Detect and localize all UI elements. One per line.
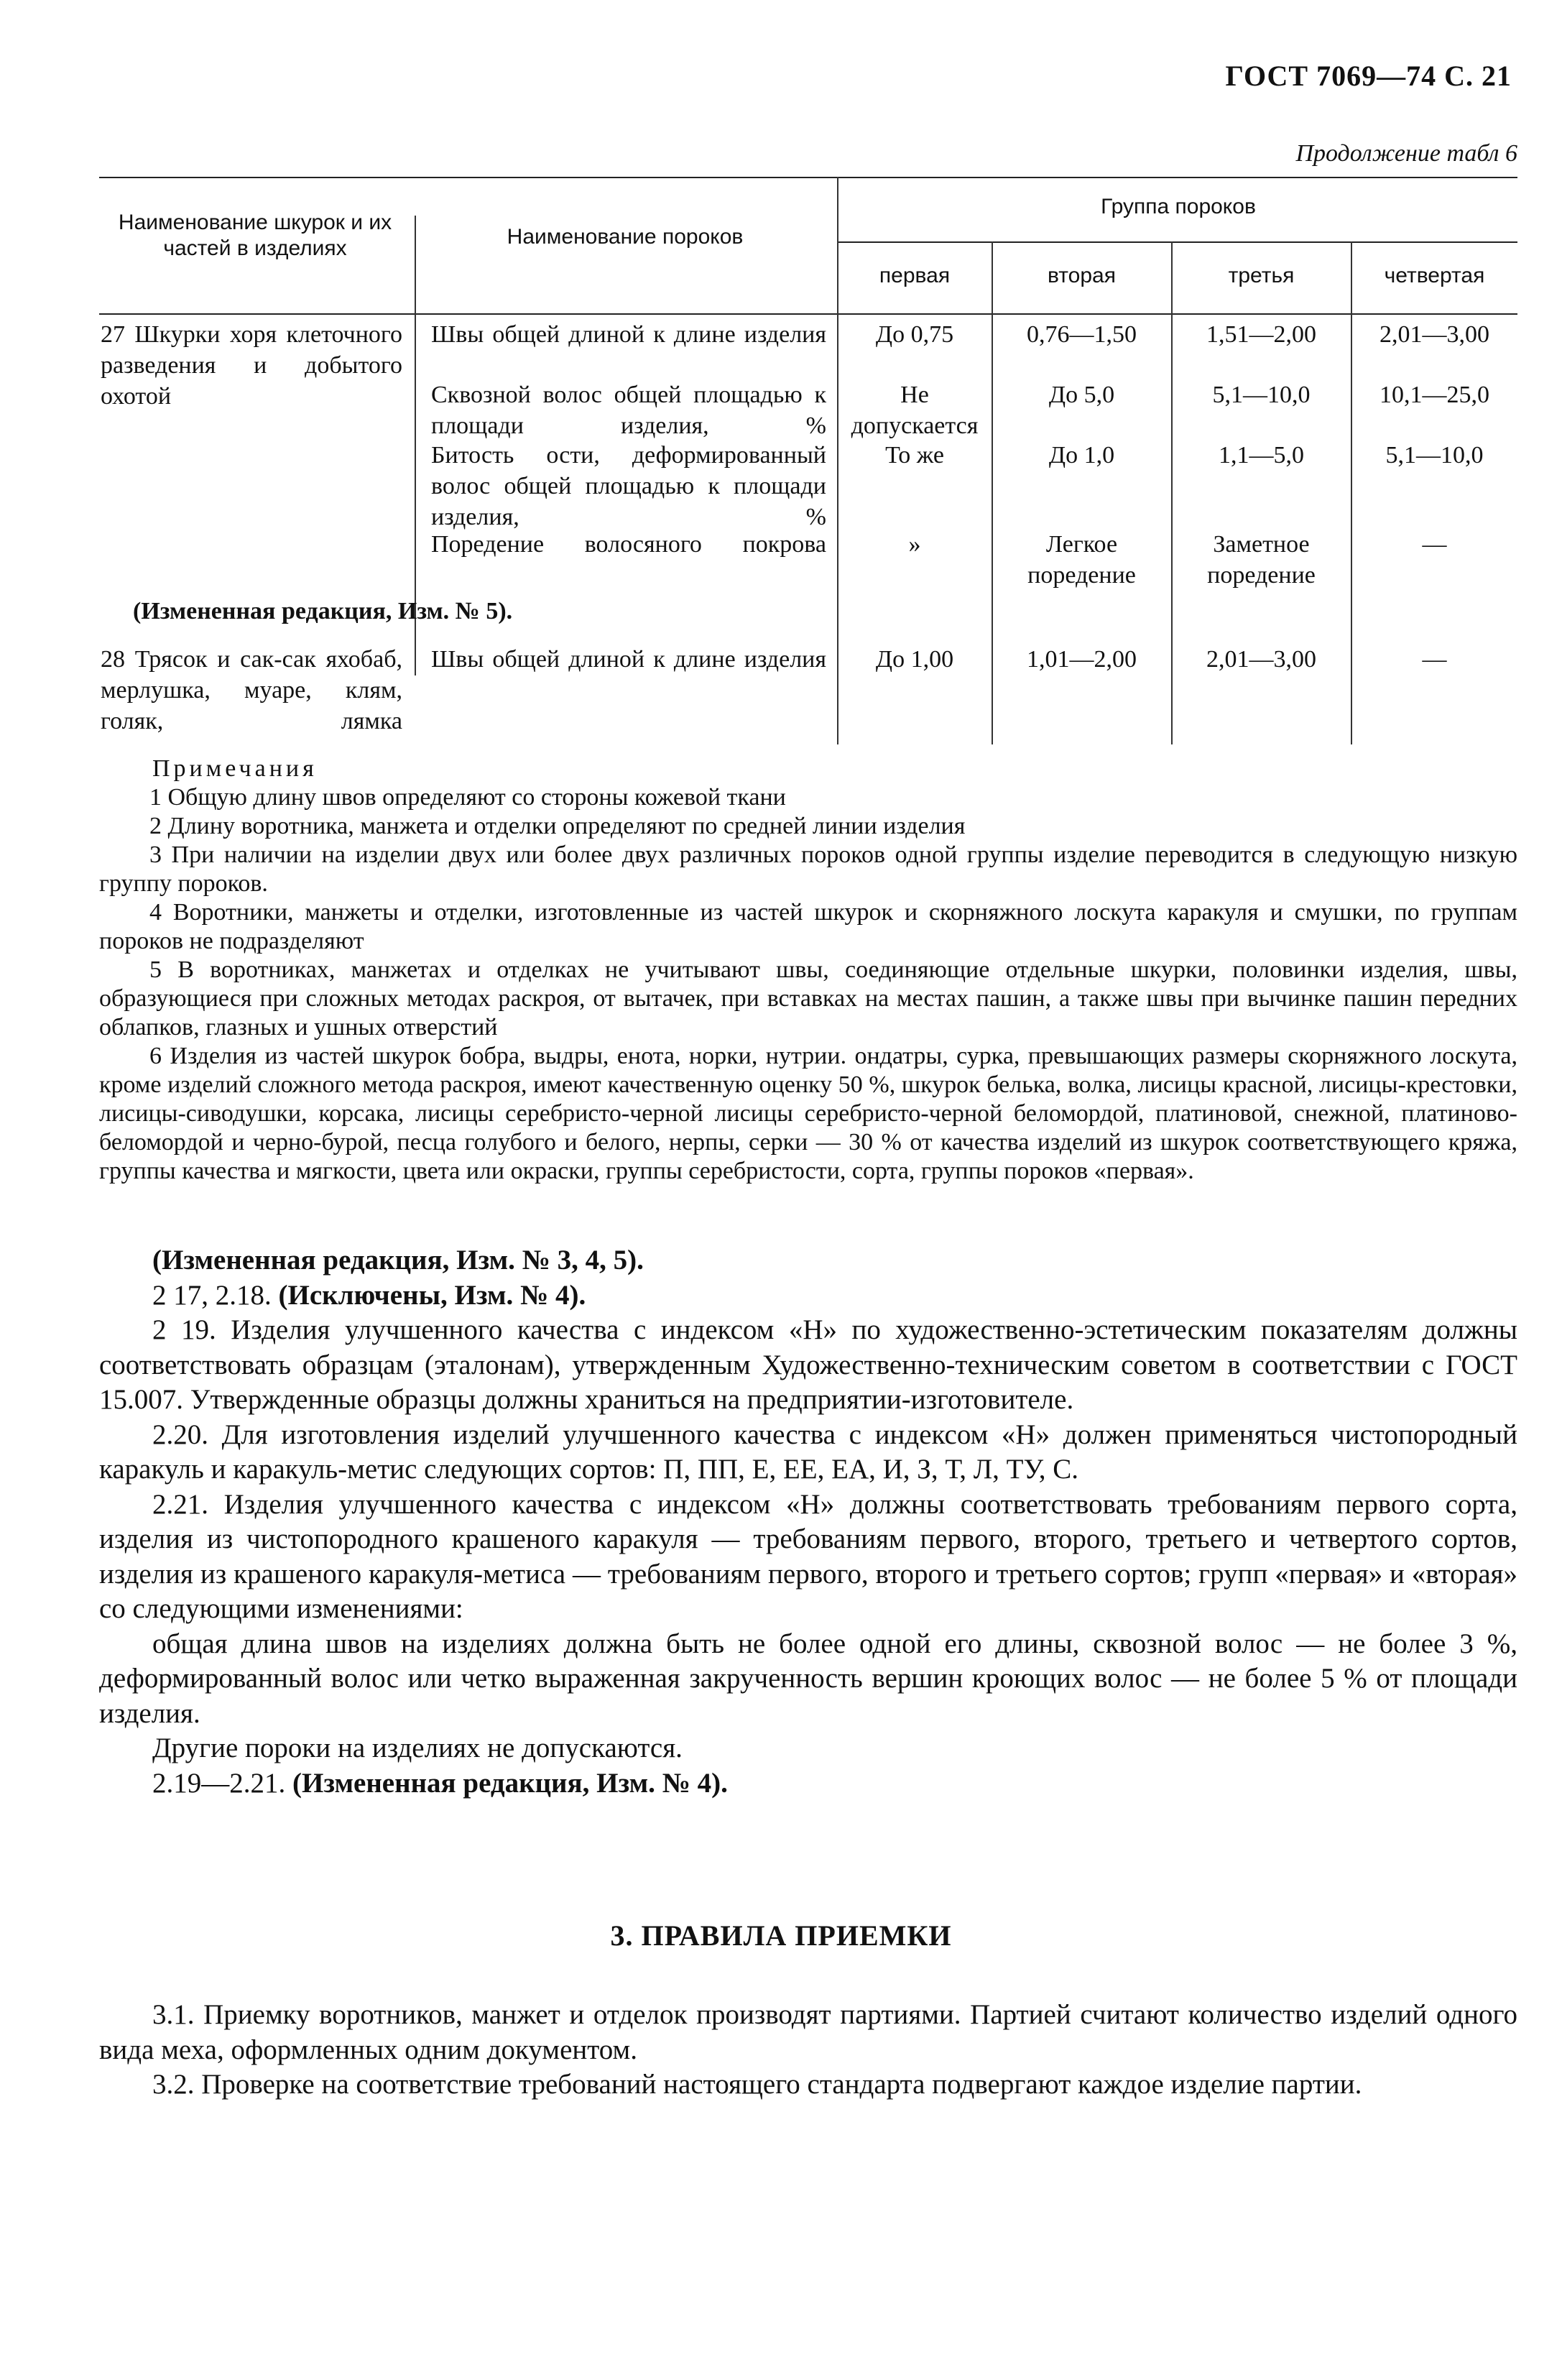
row27-through-hair-g4: 10,1—25,0 (1380, 382, 1489, 408)
row28-seams-g3: 2,01—3,00 (1206, 646, 1316, 673)
row27-thinning-g4: — (1422, 531, 1447, 558)
para-2-17-number: 2 17, 2.18. (152, 1279, 272, 1311)
header-group-4: четвертая (1384, 264, 1485, 287)
para-2-19-2-21-note: (Измененная редакция, Изм. № 4). (292, 1767, 728, 1799)
row27-seams-g2: 0,76—1,50 (1027, 321, 1137, 348)
body-text (99, 1243, 1517, 1801)
row28-seams-g1: До 1,00 (875, 646, 954, 673)
row27-through-hair-g2: До 5,0 (1048, 382, 1115, 408)
row27-through-hair-g1: Не допускается (851, 382, 979, 439)
row27-thinning-g2: Легкое поредение (1027, 531, 1136, 589)
column-divider (1351, 241, 1352, 744)
row27-product: 27 Шкурки хоря клеточного разведения и добытого охотой (101, 321, 402, 410)
para-other-defects: Другие пороки на изделиях не допускаются. (152, 1733, 683, 1763)
header-bottom-rule (99, 313, 1517, 315)
header-group: Группа пороков (1101, 195, 1256, 218)
note-5: 5 В воротниках, манжетах и отделках не учитывают швы, соединяющие отдельные шкурки, половинки изделия, швы, образующиеся при сложных методах раскроя, от вытачек, при вставках на местах пашин, а также швы при вычинке пашин передних облапков, глазных и ушных отверстий (99, 956, 1517, 1041)
para-2-17 (99, 1278, 1517, 1314)
row28-defect-seams: Швы общей длиной к длине изделия (431, 646, 826, 673)
row27-thinning-g3: Заметное поредение (1207, 531, 1316, 589)
note-2: 2 Длину воротника, манжета и отделки определяют по средней линии изделия (149, 813, 966, 839)
row27-seams-g4: 2,01—3,00 (1380, 321, 1489, 348)
row27-broken-guard-g3: 1,1—5,0 (1219, 442, 1304, 469)
group-subheader-rule (837, 241, 1517, 243)
note-1: 1 Общую длину швов определяют со стороны кожевой ткани (149, 784, 786, 811)
header-group-3: третья (1228, 264, 1295, 287)
para-2-19: 2 19. Изделия улучшенного качества с индексом «Н» по художественно-эстетическим показателям должны соответствовать образцам (эталонам), утвержденным Художественно-техническим советом в соответствии с ГОСТ 15.007. Утвержденные образцы должны храниться на предприятии-изготовителе. (99, 1314, 1517, 1415)
row27-defect-through-hair: Сквозной волос общей площадью к площади изделия, % (431, 382, 826, 439)
section-3-text (99, 1998, 1517, 2103)
row27-defect-thinning: Поредение волосяного покрова (431, 531, 826, 558)
para-2-19-2-21-number: 2.19—2.21. (152, 1767, 286, 1799)
para-2-21: 2.21. Изделия улучшенного качества с индексом «Н» должны соответствовать требованиям первого сорта, изделия из чистопородного крашеного каракуля — требованиям первого, второго, третьего и четвертого сортов, изделия из крашеного каракуля-метиса — требованиям первого, второго и третьего сортов; групп «первая» и «вторая» со следующими изменениями: (99, 1488, 1517, 1624)
header-defect: Наименование пороков (507, 225, 744, 249)
para-2-19-2-21 (99, 1766, 1517, 1802)
column-divider (1171, 241, 1173, 744)
edit-note-row27: (Измененная редакция, Изм. № 5). (133, 598, 513, 624)
row27-through-hair-g3: 5,1—10,0 (1212, 382, 1311, 408)
notes-title: Примечания (152, 755, 318, 782)
row27-defect-seams: Швы общей длиной к длине изделия (431, 321, 826, 348)
para-3-2: 3.2. Проверке на соответствие требований настоящего стандарта подвергают каждое изделие партии. (152, 2069, 1362, 2100)
note-3: 3 При наличии на изделии двух или более двух различных пороков одной группы изделие переводится в следующую низкую группу пороков. (99, 841, 1517, 897)
table-caption: Продолжение табл 6 (1295, 140, 1517, 167)
row28-seams-g4: — (1422, 646, 1447, 673)
row27-defect-broken-guard: Битость ости, деформированный волос общей площадью к площади изделия, % (431, 442, 826, 530)
row28-seams-g2: 1,01—2,00 (1027, 646, 1137, 673)
section-3-heading: 3. ПРАВИЛА ПРИЕМКИ (610, 1919, 952, 1952)
row27-broken-guard-g1: То же (885, 442, 944, 469)
table-top-rule (99, 177, 1517, 178)
edit-note-notes: (Измененная редакция, Изм. № 3, 4, 5). (152, 1245, 644, 1276)
para-2-21-changes: общая длина швов на изделиях должна быть не более одной его длины, сквозной волос — не более 3 %, деформированный волос или четко выраженная закрученность вершин кроющих волос — не более 5 % от площади изделия. (99, 1628, 1517, 1729)
header-group-2: вторая (1048, 264, 1116, 287)
page-header: ГОСТ 7069—74 С. 21 (1225, 60, 1512, 92)
para-2-17-excluded: (Исключены, Изм. № 4). (278, 1279, 586, 1311)
column-divider (992, 241, 993, 744)
header-product: Наименование шкурок и их частей в изделиях (118, 211, 392, 260)
column-divider (837, 177, 838, 744)
header-group-1: первая (879, 264, 951, 287)
row27-seams-g3: 1,51—2,00 (1206, 321, 1316, 348)
para-3-1: 3.1. Приемку воротников, манжет и отделок производят партиями. Партией считают количество изделий одного вида меха, оформленных одним документом. (99, 1999, 1517, 2065)
row27-broken-guard-g2: До 1,0 (1048, 442, 1115, 469)
note-4: 4 Воротники, манжеты и отделки, изготовленные из частей шкурок и скорняжного лоскута каракуля и смушки, по группам пороков не подразделяют (99, 899, 1517, 954)
note-6: 6 Изделия из частей шкурок бобра, выдры, енота, норки, нутрии. ондатры, сурка, превышающих размеры скорняжного лоскута, кроме изделий сложного метода раскроя, имеют качественную оценку 50 %, шкурок белька, волка, лисицы красной, лисицы-крестовки, лисицы-сиводушки, корсака, лисицы серебристо-черной лисицы серебристо-черной беломордой, платиновой, снежной, платиново-беломордой и черно-бурой, песца голубого и белого, нерпы, серки — 30 % от качества изделий из шкурок соответствующего кряжа, группы качества и мягкости, цвета или окраски, группы серебристости, сорта, группы пороков «первая». (99, 1043, 1517, 1184)
para-2-20: 2.20. Для изготовления изделий улучшенного качества с индексом «Н» должен применяться чистопородный каракуль и каракуль-метис следующих сортов: П, ПП, Е, ЕЕ, ЕА, И, З, Т, Л, ТУ, С. (99, 1419, 1517, 1485)
row28-product: 28 Трясок и сак-сак яхобаб, мерлушка, муаре, клям, голяк, лямка (101, 646, 402, 734)
row27-broken-guard-g4: 5,1—10,0 (1385, 442, 1484, 469)
row27-thinning-g1: » (908, 531, 921, 558)
notes-block (99, 755, 1517, 1186)
row27-seams-g1: До 0,75 (875, 321, 954, 348)
